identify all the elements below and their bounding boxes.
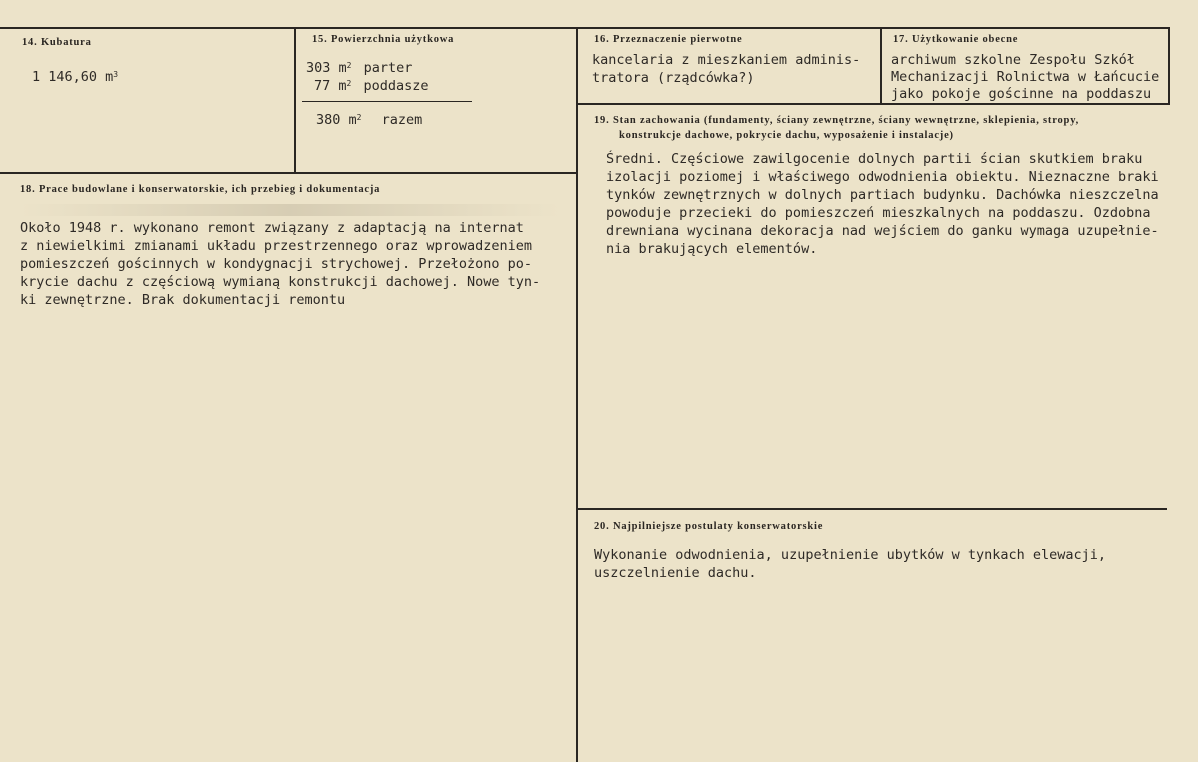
sec16-header: 16. Przeznaczenie pierwotne xyxy=(594,34,743,45)
sec15-total xyxy=(316,111,422,130)
sec19-line-5: drewniana wycinana dekoracja nad wejściem do ganku wymaga uzupełnie- xyxy=(606,223,1159,239)
sec19-line-2: izolacji poziomej i właściwego odwodnienia obiektu. Nieznaczne braki xyxy=(606,169,1159,185)
faded-background-text xyxy=(20,204,560,216)
sec16-line-2: tratora (rządcówka?) xyxy=(592,70,755,86)
sec18-line-1: Około 1948 r. wykonano remont związany z adaptacją na internat xyxy=(20,220,524,236)
sec15-header: 15. Powierzchnia użytkowa xyxy=(312,34,455,45)
sec18-line-3: pomieszczeń gościnnych w kondygnacji strychowej. Przełożono po- xyxy=(20,256,533,272)
sec16-line-1: kancelaria z mieszkaniem adminis- xyxy=(592,52,861,68)
sec18-line-2: z niewielkimi zmianami układu przestrzennego oraz wprowadzeniem xyxy=(20,238,533,254)
sec18-line-5: ki zewnętrzne. Brak dokumentacji remontu xyxy=(20,292,346,308)
sec18-header: 18. Prace budowlane i konserwatorskie, ich przebieg i dokumentacja xyxy=(20,184,381,195)
divider-14-15 xyxy=(294,28,296,173)
right-border-line xyxy=(1168,28,1170,104)
sec19-line-6: nia brakujących elementów. xyxy=(606,241,818,257)
sec14-unit-exp: 3 xyxy=(113,70,119,79)
sec15-row-0-exp: 2 xyxy=(346,61,352,70)
sec19-line-4: powoduje przecieki do pomieszczeń mieszkalnych na poddaszu. Ozdobna xyxy=(606,205,1151,221)
sec19-line-1: Średni. Częściowe zawilgocenie dolnych partii ścian skutkiem braku xyxy=(606,151,1143,167)
sec20-header: 20. Najpilniejsze postulaty konserwatorskie xyxy=(594,521,824,532)
sec15-row-0-value: 303 m xyxy=(306,60,347,76)
sec19-header-line-2: konstrukcje dachowe, pokrycie dachu, wyposażenie i instalacje) xyxy=(619,130,954,141)
sec15-row-1-label: poddasze xyxy=(363,78,429,94)
top-border-line xyxy=(0,27,1170,29)
sec17-line-3: jako pokoje gościnne na poddaszu xyxy=(891,86,1152,102)
sec15-total-label: razem xyxy=(381,112,423,128)
line-above-20 xyxy=(577,508,1167,510)
sec15-row-1-value: 77 m xyxy=(314,78,347,94)
sec14-volume: 1 146,60 m xyxy=(32,69,114,85)
sum-line-15 xyxy=(302,101,472,102)
sec17-line-1: archiwum szkolne Zespołu Szkół xyxy=(891,52,1135,68)
line-under-14-15 xyxy=(0,172,577,174)
sec15-row-0-label: parter xyxy=(363,60,413,76)
sec15-total-exp: 2 xyxy=(356,113,362,122)
sec17-header: 17. Użytkowanie obecne xyxy=(893,34,1019,45)
sec15-row-poddasze xyxy=(314,77,429,96)
sec19-line-3: tynków zewnętrznych w dolnych partiach budynku. Dachówka nieszczelna xyxy=(606,187,1159,203)
sec17-line-2: Mechanizacji Rolnictwa w Łańcucie xyxy=(891,69,1160,85)
divider-16-17 xyxy=(880,28,882,104)
sec18-line-4: krycie dachu z częściową wymianą konstrukcji dachowej. Nowe tyn- xyxy=(20,274,541,290)
sec15-row-1-exp: 2 xyxy=(346,79,352,88)
sec15-total-value: 380 m xyxy=(316,112,357,128)
sec14-header: 14. Kubatura xyxy=(22,37,92,48)
sec14-value xyxy=(32,68,118,87)
sec20-line-2: uszczelnienie dachu. xyxy=(594,565,757,581)
sec20-line-1: Wykonanie odwodnienia, uzupełnienie ubytków w tynkach elewacji, xyxy=(594,547,1107,563)
sec19-header-line-1: 19. Stan zachowania (fundamenty, ściany zewnętrzne, ściany wewnętrzne, sklepienia, stropy, xyxy=(594,115,1080,126)
divider-left-right xyxy=(576,28,578,762)
sec15-row-parter xyxy=(306,59,412,78)
